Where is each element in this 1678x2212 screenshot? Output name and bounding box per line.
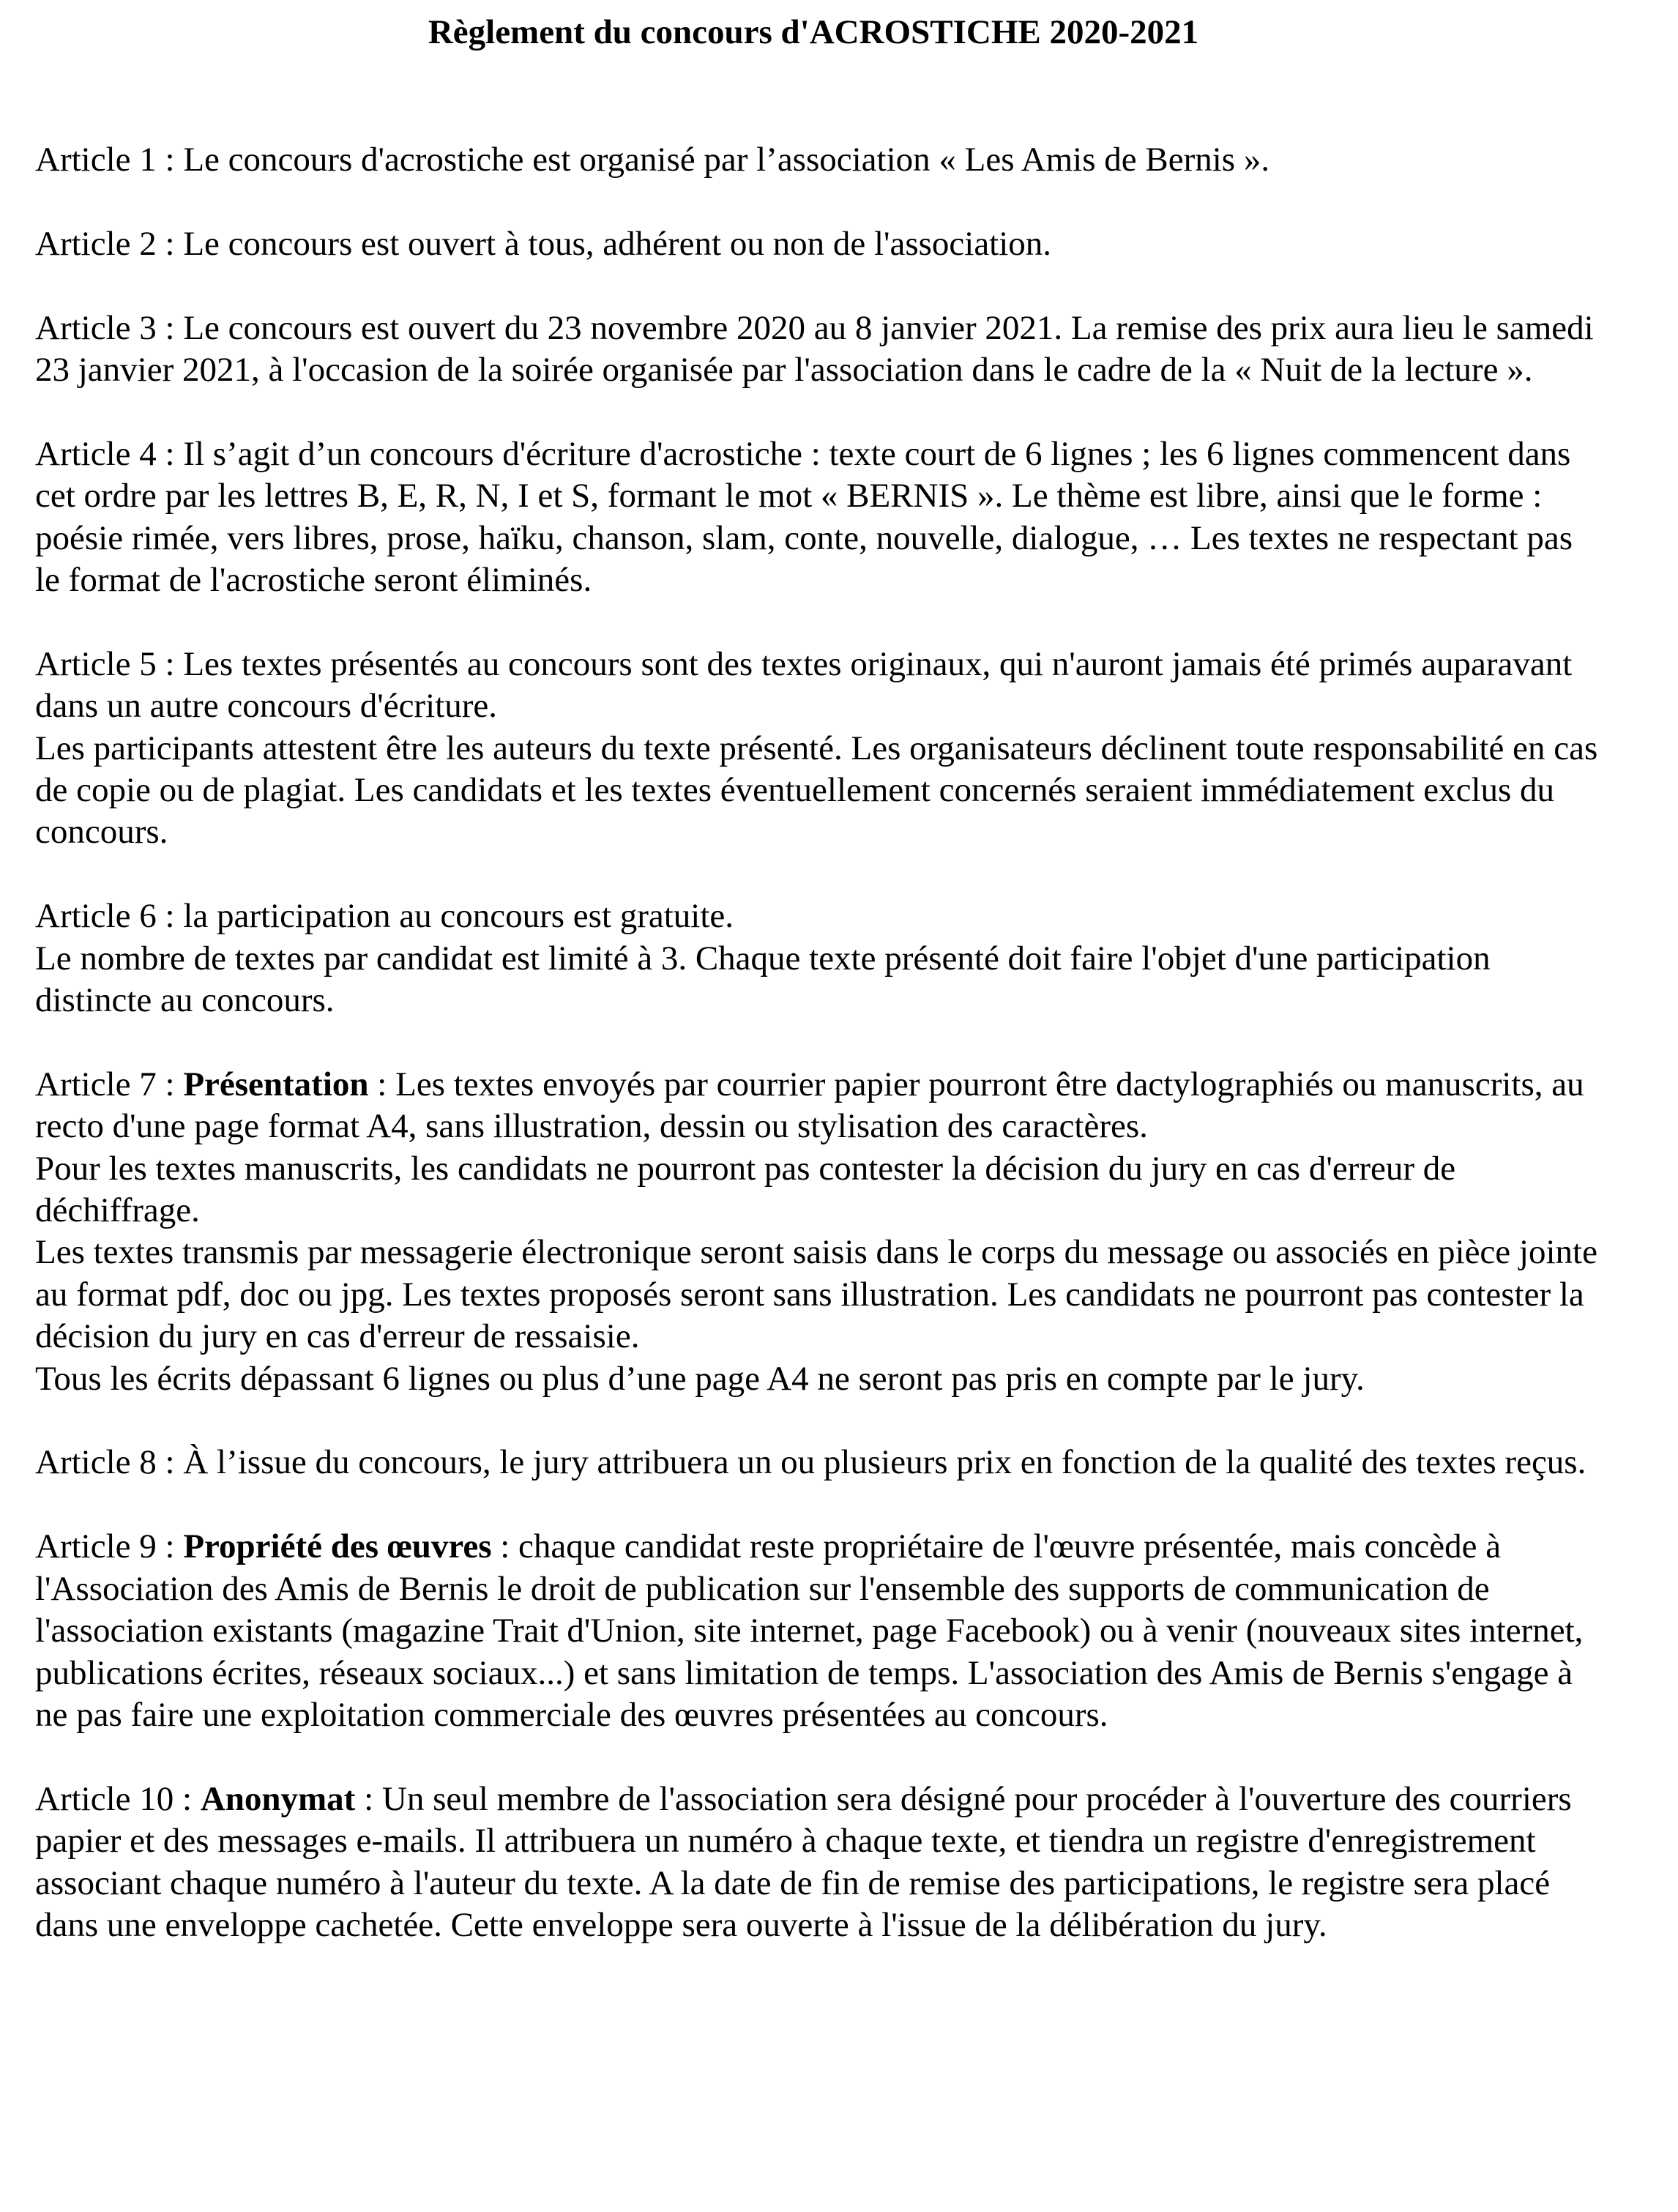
article-paragraph [35, 223, 1602, 265]
article-label: Article 1 : [35, 141, 175, 179]
document-title: Règlement du concours d'ACROSTICHE 2020-2021 [428, 13, 1199, 51]
article-text: À l’issue du concours, le jury attribuera un ou plusieurs prix en fonction de la qualité des textes reçus. [183, 1443, 1586, 1482]
article-text: : Un seul membre de l'association sera désigné pour procéder à l'ouverture des courriers papier et des messages e-mails. Il attribuera un numéro à chaque texte, et tiendra un registre d'enregistrement associant chaque numéro à l'auteur du texte. A la date de fin de remise des participations, le registre sera placé dans une enveloppe cachetée. Cette enveloppe sera ouverte à l'issue de la délibération du jury. [35, 1779, 1572, 1944]
article-label: Article 5 : [35, 644, 175, 683]
article-text: Il s’agit d’un concours d'écriture d'acrostiche : texte court de 6 lignes ; les 6 lignes commencent dans cet ordre par les lettres B, E, R, N, I et S, formant le mot « BERNIS ». Le thème est libre, ainsi que le forme : poésie rimée, vers libres, prose, haïku, chanson, slam, conte, nouvelle, dialogue, … Les textes ne respectant pas le format de l'acrostiche seront éliminés. [35, 434, 1573, 600]
article-8 [35, 1442, 1602, 1483]
article-paragraph: Les participants attestent être les auteurs du texte présenté. Les organisateurs déclinent toute responsabilité en cas de copie ou de plagiat. Les candidats et les textes éventuellement concernés seraient immédiatement exclus du concours. [35, 729, 1598, 852]
article-paragraph: Le nombre de textes par candidat est limité à 3. Chaque texte présenté doit faire l'objet d'une participation distincte au concours. [35, 939, 1491, 1020]
article-6 [35, 895, 1602, 1021]
article-label: Article 4 : [35, 434, 175, 473]
article-label: Article 2 : [35, 224, 175, 263]
article-paragraph [35, 1526, 1602, 1736]
article-paragraph: Tous les écrits dépassant 6 lignes ou plus d’une page A4 ne seront pas pris en compte par le jury. [35, 1359, 1365, 1398]
article-text: Le concours d'acrostiche est organisé par l’association « Les Amis de Bernis ». [183, 141, 1270, 179]
article-label: Article 7 : [35, 1065, 175, 1103]
article-4 [35, 433, 1602, 602]
article-paragraph [35, 139, 1602, 181]
article-heading: Propriété des œuvres [183, 1527, 492, 1566]
article-paragraph [35, 308, 1602, 392]
article-label: Article 6 : [35, 897, 175, 936]
article-2 [35, 223, 1602, 265]
article-paragraph [35, 1064, 1602, 1148]
article-paragraph [35, 1442, 1602, 1483]
article-paragraph: Les textes transmis par messagerie électronique seront saisis dans le corps du message ou associés en pièce jointe au format pdf, doc ou jpg. Les textes proposés seront sans illustration. Les candidats ne pourront pas contester la décision du jury en cas d'erreur de ressaisie. [35, 1233, 1597, 1356]
article-9 [35, 1526, 1602, 1736]
article-text: Le concours est ouvert à tous, adhérent ou non de l'association. [183, 224, 1052, 263]
article-1 [35, 139, 1602, 181]
article-label: Article 8 : [35, 1443, 175, 1482]
article-3 [35, 308, 1602, 392]
document-body [35, 139, 1602, 1989]
article-paragraph: Pour les textes manuscrits, les candidats ne pourront pas contester la décision du jury en cas d'erreur de déchiffrage. [35, 1149, 1456, 1230]
article-text: : Les textes envoyés par courrier papier pourront être dactylographiés ou manuscrits, au recto d'une page format A4, sans illustration, dessin ou stylisation des caractères. [35, 1065, 1584, 1146]
article-text: : chaque candidat reste propriétaire de l'œuvre présentée, mais concède à l'Association des Amis de Bernis le droit de publication sur l'ensemble des supports de communication de l'association existants (magazine Trait d'Union, site internet, page Facebook) ou à venir (nouveaux sites internet, publications écrites, réseaux sociaux...) et sans limitation de temps. L'association des Amis de Bernis s'engage à ne pas faire une exploitation commerciale des œuvres présentées au concours. [35, 1527, 1584, 1734]
article-paragraph [35, 895, 1602, 937]
article-label: Article 3 : [35, 308, 175, 347]
article-5 [35, 644, 1602, 854]
article-10 [35, 1779, 1602, 1947]
article-label: Article 9 : [35, 1527, 175, 1566]
article-heading: Anonymat [200, 1779, 356, 1818]
article-7 [35, 1064, 1602, 1400]
article-paragraph [35, 433, 1602, 602]
article-paragraph [35, 644, 1602, 728]
article-heading: Présentation [183, 1065, 369, 1103]
article-label: Article 10 : [35, 1779, 193, 1818]
article-text: Les textes présentés au concours sont des textes originaux, qui n'auront jamais été primés auparavant dans un autre concours d'écriture. [35, 644, 1573, 726]
article-text: la participation au concours est gratuite. [183, 897, 734, 936]
article-text: Le concours est ouvert du 23 novembre 2020 au 8 janvier 2021. La remise des prix aura lieu le samedi 23 janvier 2021, à l'occasion de la soirée organisée par l'association dans le cadre de la « Nuit de la lecture ». [35, 308, 1594, 389]
article-paragraph [35, 1779, 1602, 1947]
